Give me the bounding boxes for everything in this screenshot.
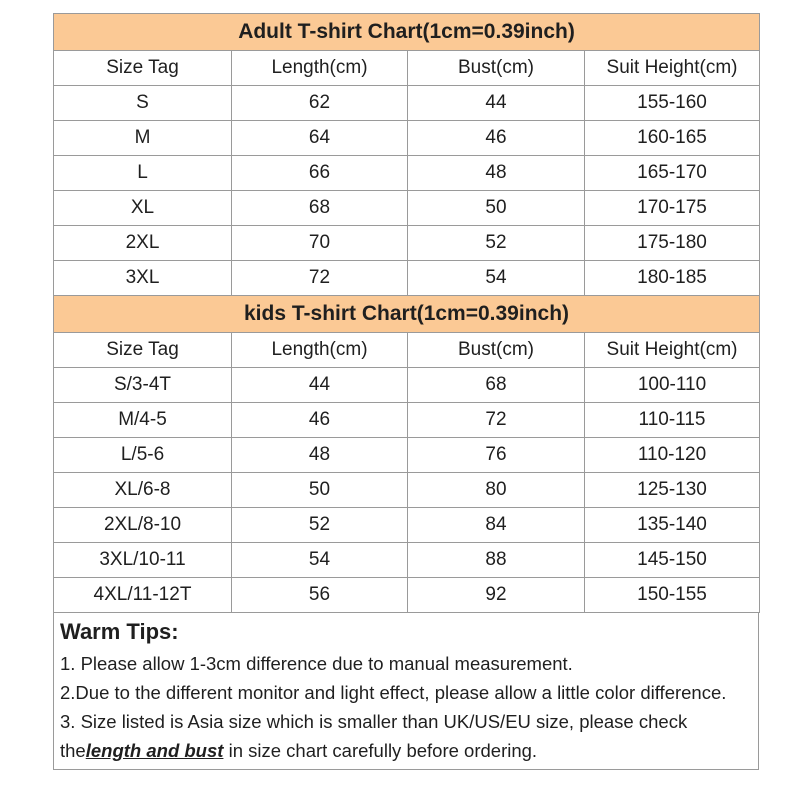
suit-height-cell: 175-180 — [585, 226, 760, 261]
length-cell: 62 — [232, 86, 408, 121]
size-tag-cell: M/4-5 — [54, 403, 232, 438]
suit-height-cell: 155-160 — [585, 86, 760, 121]
size-tag-cell: XL — [54, 191, 232, 226]
kids-header-row — [54, 333, 760, 368]
table-row — [54, 543, 760, 578]
bust-cell: 48 — [408, 156, 585, 191]
length-cell: 52 — [232, 508, 408, 543]
size-tag-cell: S/3-4T — [54, 368, 232, 403]
table-row — [54, 508, 760, 543]
table-row — [54, 156, 760, 191]
tip-3-text-after: in size chart carefully before ordering. — [223, 740, 538, 761]
size-tag-cell: L/5-6 — [54, 438, 232, 473]
warm-tips-box — [53, 613, 759, 770]
length-cell: 46 — [232, 403, 408, 438]
table-row — [54, 578, 760, 613]
suit-height-cell: 160-165 — [585, 121, 760, 156]
warm-tips-title: Warm Tips: — [60, 619, 179, 644]
bust-cell: 52 — [408, 226, 585, 261]
bust-cell: 44 — [408, 86, 585, 121]
length-cell: 70 — [232, 226, 408, 261]
suit-height-cell: 180-185 — [585, 261, 760, 296]
size-tag-cell: 2XL/8-10 — [54, 508, 232, 543]
tip-3-emphasis: length and bust — [85, 740, 224, 761]
table-row — [54, 121, 760, 156]
suit-height-cell: 145-150 — [585, 543, 760, 578]
tip-3-text-before: 3. Size listed is Asia size which is smaller than UK/US/EU size, please check the — [60, 711, 688, 761]
kids-header-bust: Bust(cm) — [408, 333, 585, 368]
size-tag-cell: 4XL/11-12T — [54, 578, 232, 613]
bust-cell: 54 — [408, 261, 585, 296]
length-cell: 64 — [232, 121, 408, 156]
size-tag-cell: 3XL — [54, 261, 232, 296]
tip-3 — [60, 707, 758, 765]
adult-title-row — [54, 14, 760, 51]
bust-cell: 80 — [408, 473, 585, 508]
kids-title-row — [54, 296, 760, 333]
bust-cell: 72 — [408, 403, 585, 438]
size-tag-cell: M — [54, 121, 232, 156]
length-cell: 44 — [232, 368, 408, 403]
bust-cell: 50 — [408, 191, 585, 226]
suit-height-cell: 125-130 — [585, 473, 760, 508]
bust-cell: 46 — [408, 121, 585, 156]
size-tag-cell: 2XL — [54, 226, 232, 261]
table-row — [54, 226, 760, 261]
suit-height-cell: 165-170 — [585, 156, 760, 191]
adult-header-row — [54, 51, 760, 86]
adult-header-size-tag: Size Tag — [54, 51, 232, 86]
kids-header-length: Length(cm) — [232, 333, 408, 368]
tip-2: 2.Due to the different monitor and light effect, please allow a little color difference. — [60, 682, 727, 703]
suit-height-cell: 110-120 — [585, 438, 760, 473]
adult-header-bust: Bust(cm) — [408, 51, 585, 86]
suit-height-cell: 110-115 — [585, 403, 760, 438]
table-row — [54, 368, 760, 403]
size-tag-cell: L — [54, 156, 232, 191]
length-cell: 48 — [232, 438, 408, 473]
length-cell: 56 — [232, 578, 408, 613]
table-row — [54, 261, 760, 296]
bust-cell: 84 — [408, 508, 585, 543]
adult-size-table — [53, 13, 760, 613]
size-tag-cell: 3XL/10-11 — [54, 543, 232, 578]
table-row — [54, 191, 760, 226]
length-cell: 66 — [232, 156, 408, 191]
table-row — [54, 438, 760, 473]
suit-height-cell: 100-110 — [585, 368, 760, 403]
adult-chart-title: Adult T-shirt Chart(1cm=0.39inch) — [54, 14, 760, 51]
kids-header-suit-height: Suit Height(cm) — [585, 333, 760, 368]
tip-1: 1. Please allow 1-3cm difference due to manual measurement. — [60, 653, 573, 674]
kids-header-size-tag: Size Tag — [54, 333, 232, 368]
length-cell: 50 — [232, 473, 408, 508]
size-tag-cell: XL/6-8 — [54, 473, 232, 508]
length-cell: 72 — [232, 261, 408, 296]
size-chart-sheet — [53, 13, 759, 770]
adult-header-length: Length(cm) — [232, 51, 408, 86]
table-row — [54, 86, 760, 121]
kids-chart-title: kids T-shirt Chart(1cm=0.39inch) — [54, 296, 760, 333]
bust-cell: 88 — [408, 543, 585, 578]
bust-cell: 92 — [408, 578, 585, 613]
bust-cell: 68 — [408, 368, 585, 403]
size-tag-cell: S — [54, 86, 232, 121]
bust-cell: 76 — [408, 438, 585, 473]
length-cell: 54 — [232, 543, 408, 578]
length-cell: 68 — [232, 191, 408, 226]
table-row — [54, 473, 760, 508]
suit-height-cell: 150-155 — [585, 578, 760, 613]
adult-header-suit-height: Suit Height(cm) — [585, 51, 760, 86]
suit-height-cell: 170-175 — [585, 191, 760, 226]
suit-height-cell: 135-140 — [585, 508, 760, 543]
table-row — [54, 403, 760, 438]
